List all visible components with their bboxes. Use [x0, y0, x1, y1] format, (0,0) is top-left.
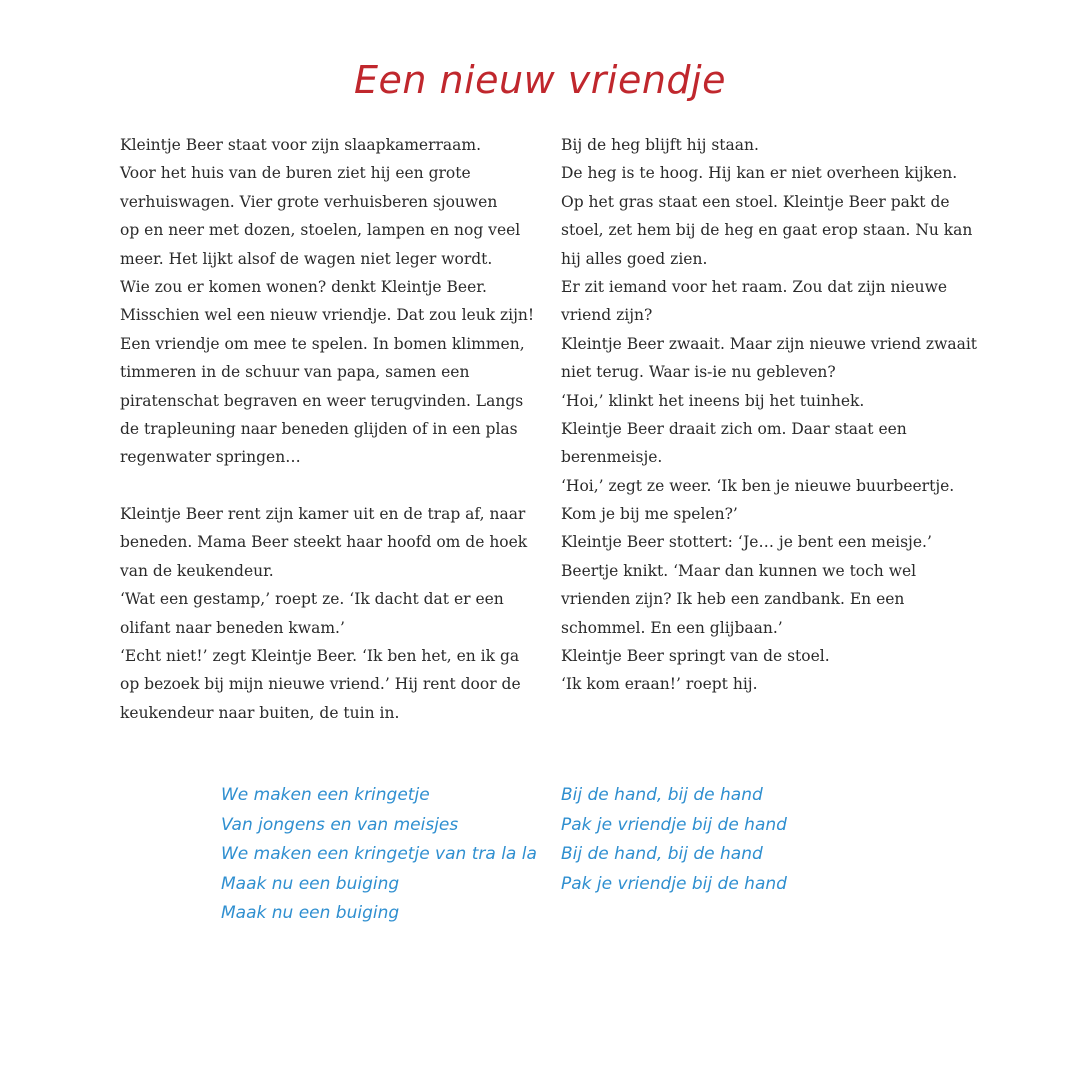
story-right-column	[561, 131, 979, 699]
story-line: beneden. Mama Beer steekt haar hoofd om de hoek	[120, 533, 528, 552]
song-line: Pak je vriendje bij de hand	[561, 873, 787, 894]
story-line: Misschien wel een nieuw vriendje. Dat zou leuk zijn!	[120, 306, 535, 325]
story-line: berenmeisje.	[561, 448, 663, 467]
story-line: Kleintje Beer staat voor zijn slaapkamerraam.	[120, 136, 482, 154]
story-line: Een vriendje om mee te spelen. In bomen klimmen,	[120, 334, 525, 353]
story-line: vrienden zijn? Ik heb een zandbank. En een	[561, 590, 905, 609]
song-left-column	[221, 781, 537, 929]
story-line: piratenschat begraven en weer terugvinden. Langs	[120, 391, 524, 410]
song-right-column	[561, 781, 787, 899]
story-line: Voor het huis van de buren ziet hij een grote	[120, 164, 471, 183]
song-line: We maken een kringetje van tra la la	[221, 844, 537, 865]
story-line: keukendeur naar buiten, de tuin in.	[120, 703, 400, 722]
song-line: We maken een kringetje	[221, 785, 430, 805]
story-line: olifant naar beneden kwam.’	[120, 618, 345, 637]
story-line: ‘Ik kom eraan!’ roept hij.	[561, 675, 758, 694]
song-line: Maak nu een buiging	[221, 903, 400, 924]
story-line: Kleintje Beer stottert: ‘Je… je bent een meisje.’	[561, 533, 932, 552]
song-line: Bij de hand, bij de hand	[561, 785, 763, 805]
story-line: de trapleuning naar beneden glijden of in een plas	[120, 419, 518, 438]
song-line: Pak je vriendje bij de hand	[561, 814, 787, 835]
story-line: schommel. En een glijbaan.’	[561, 618, 783, 637]
story-line: ‘Hoi,’ klinkt het ineens bij het tuinhek.	[561, 391, 865, 410]
story-line: Beertje knikt. ‘Maar dan kunnen we toch wel	[561, 561, 917, 580]
story-line: op bezoek bij mijn nieuwe vriend.’ Hij rent door de	[120, 675, 521, 694]
song-line: Van jongens en van meisjes	[221, 814, 459, 835]
story-line: ‘Hoi,’ zegt ze weer. ‘Ik ben je nieuwe buurbeertje.	[561, 476, 955, 495]
story-line: Kleintje Beer draait zich om. Daar staat een	[561, 419, 907, 438]
story-line: Er zit iemand voor het raam. Zou dat zijn nieuwe	[561, 277, 948, 296]
story-line: Kleintje Beer zwaait. Maar zijn nieuwe vriend zwaait	[561, 334, 978, 353]
story-line: Kom je bij me spelen?’	[561, 505, 738, 524]
story-line: op en neer met dozen, stoelen, lampen en nog veel	[120, 221, 521, 240]
story-line: ‘Echt niet!’ zegt Kleintje Beer. ‘Ik ben het, en ik ga	[120, 647, 520, 666]
story-line: verhuiswagen. Vier grote verhuisberen sjouwen	[120, 192, 498, 211]
story-line: hij alles goed zien.	[561, 249, 708, 268]
story-line: vriend zijn?	[561, 306, 653, 325]
story-line	[120, 472, 538, 500]
page-title: Een nieuw vriendje	[353, 58, 726, 102]
story-line: Bij de heg blijft hij staan.	[561, 136, 759, 154]
story-line: Op het gras staat een stoel. Kleintje Beer pakt de	[561, 192, 950, 211]
story-line: Wie zou er komen wonen? denkt Kleintje Beer.	[120, 277, 487, 296]
story-line: van de keukendeur.	[120, 561, 274, 580]
story-line: meer. Het lijkt alsof de wagen niet leger wordt.	[120, 249, 493, 268]
story-line: regenwater springen…	[120, 448, 301, 467]
story-line: Kleintje Beer springt van de stoel.	[561, 647, 830, 666]
story-left-column	[120, 131, 538, 727]
song-line: Bij de hand, bij de hand	[561, 844, 763, 865]
story-line: niet terug. Waar is-ie nu gebleven?	[561, 363, 836, 382]
story-line: stoel, zet hem bij de heg en gaat erop staan. Nu kan	[561, 221, 973, 240]
song-line: Maak nu een buiging	[221, 873, 400, 894]
story-line: timmeren in de schuur van papa, samen een	[120, 363, 470, 382]
story-line: De heg is te hoog. Hij kan er niet overheen kijken.	[561, 164, 958, 183]
story-line: ‘Wat een gestamp,’ roept ze. ‘Ik dacht dat er een	[120, 590, 504, 609]
story-line: Kleintje Beer rent zijn kamer uit en de trap af, naar	[120, 505, 526, 524]
